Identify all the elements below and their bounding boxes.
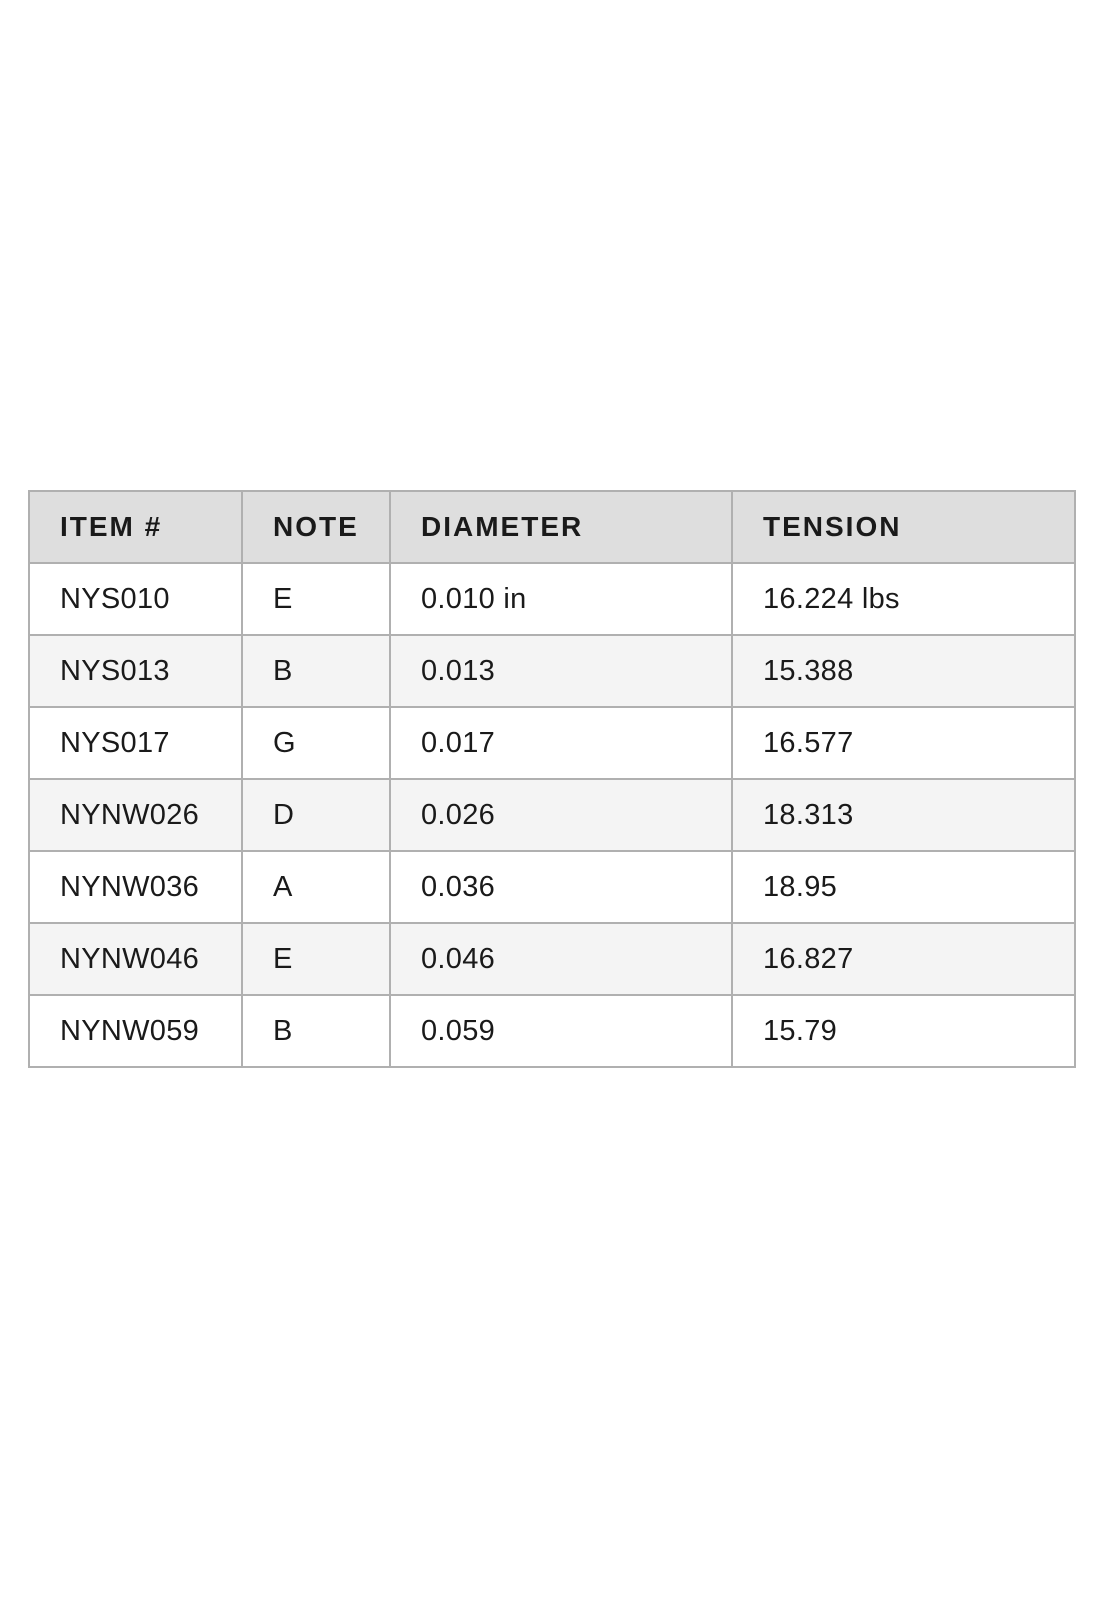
cell-tension: 16.224 lbs bbox=[732, 563, 1075, 635]
cell-item-number: NYS010 bbox=[29, 563, 242, 635]
cell-item-number: NYS017 bbox=[29, 707, 242, 779]
cell-tension: 18.95 bbox=[732, 851, 1075, 923]
cell-diameter: 0.017 bbox=[390, 707, 732, 779]
table-row bbox=[29, 635, 1075, 707]
cell-note: G bbox=[242, 707, 390, 779]
cell-tension: 15.79 bbox=[732, 995, 1075, 1067]
table-header-row bbox=[29, 491, 1075, 563]
string-spec-table bbox=[28, 490, 1076, 1068]
cell-diameter: 0.036 bbox=[390, 851, 732, 923]
cell-item-number: NYNW026 bbox=[29, 779, 242, 851]
cell-tension: 18.313 bbox=[732, 779, 1075, 851]
cell-note: E bbox=[242, 923, 390, 995]
table-row bbox=[29, 923, 1075, 995]
cell-diameter: 0.046 bbox=[390, 923, 732, 995]
cell-note: B bbox=[242, 635, 390, 707]
cell-tension: 15.388 bbox=[732, 635, 1075, 707]
cell-item-number: NYS013 bbox=[29, 635, 242, 707]
cell-diameter: 0.010 in bbox=[390, 563, 732, 635]
cell-note: A bbox=[242, 851, 390, 923]
header-diameter: DIAMETER bbox=[390, 491, 732, 563]
cell-item-number: NYNW046 bbox=[29, 923, 242, 995]
cell-item-number: NYNW059 bbox=[29, 995, 242, 1067]
cell-note: B bbox=[242, 995, 390, 1067]
cell-note: D bbox=[242, 779, 390, 851]
cell-tension: 16.827 bbox=[732, 923, 1075, 995]
cell-diameter: 0.026 bbox=[390, 779, 732, 851]
table-row bbox=[29, 995, 1075, 1067]
cell-diameter: 0.059 bbox=[390, 995, 732, 1067]
cell-tension: 16.577 bbox=[732, 707, 1075, 779]
table-row bbox=[29, 779, 1075, 851]
header-item-number: ITEM # bbox=[29, 491, 242, 563]
table-row bbox=[29, 851, 1075, 923]
cell-diameter: 0.013 bbox=[390, 635, 732, 707]
cell-note: E bbox=[242, 563, 390, 635]
header-tension: TENSION bbox=[732, 491, 1075, 563]
table-row bbox=[29, 707, 1075, 779]
table-row bbox=[29, 563, 1075, 635]
cell-item-number: NYNW036 bbox=[29, 851, 242, 923]
header-note: NOTE bbox=[242, 491, 390, 563]
